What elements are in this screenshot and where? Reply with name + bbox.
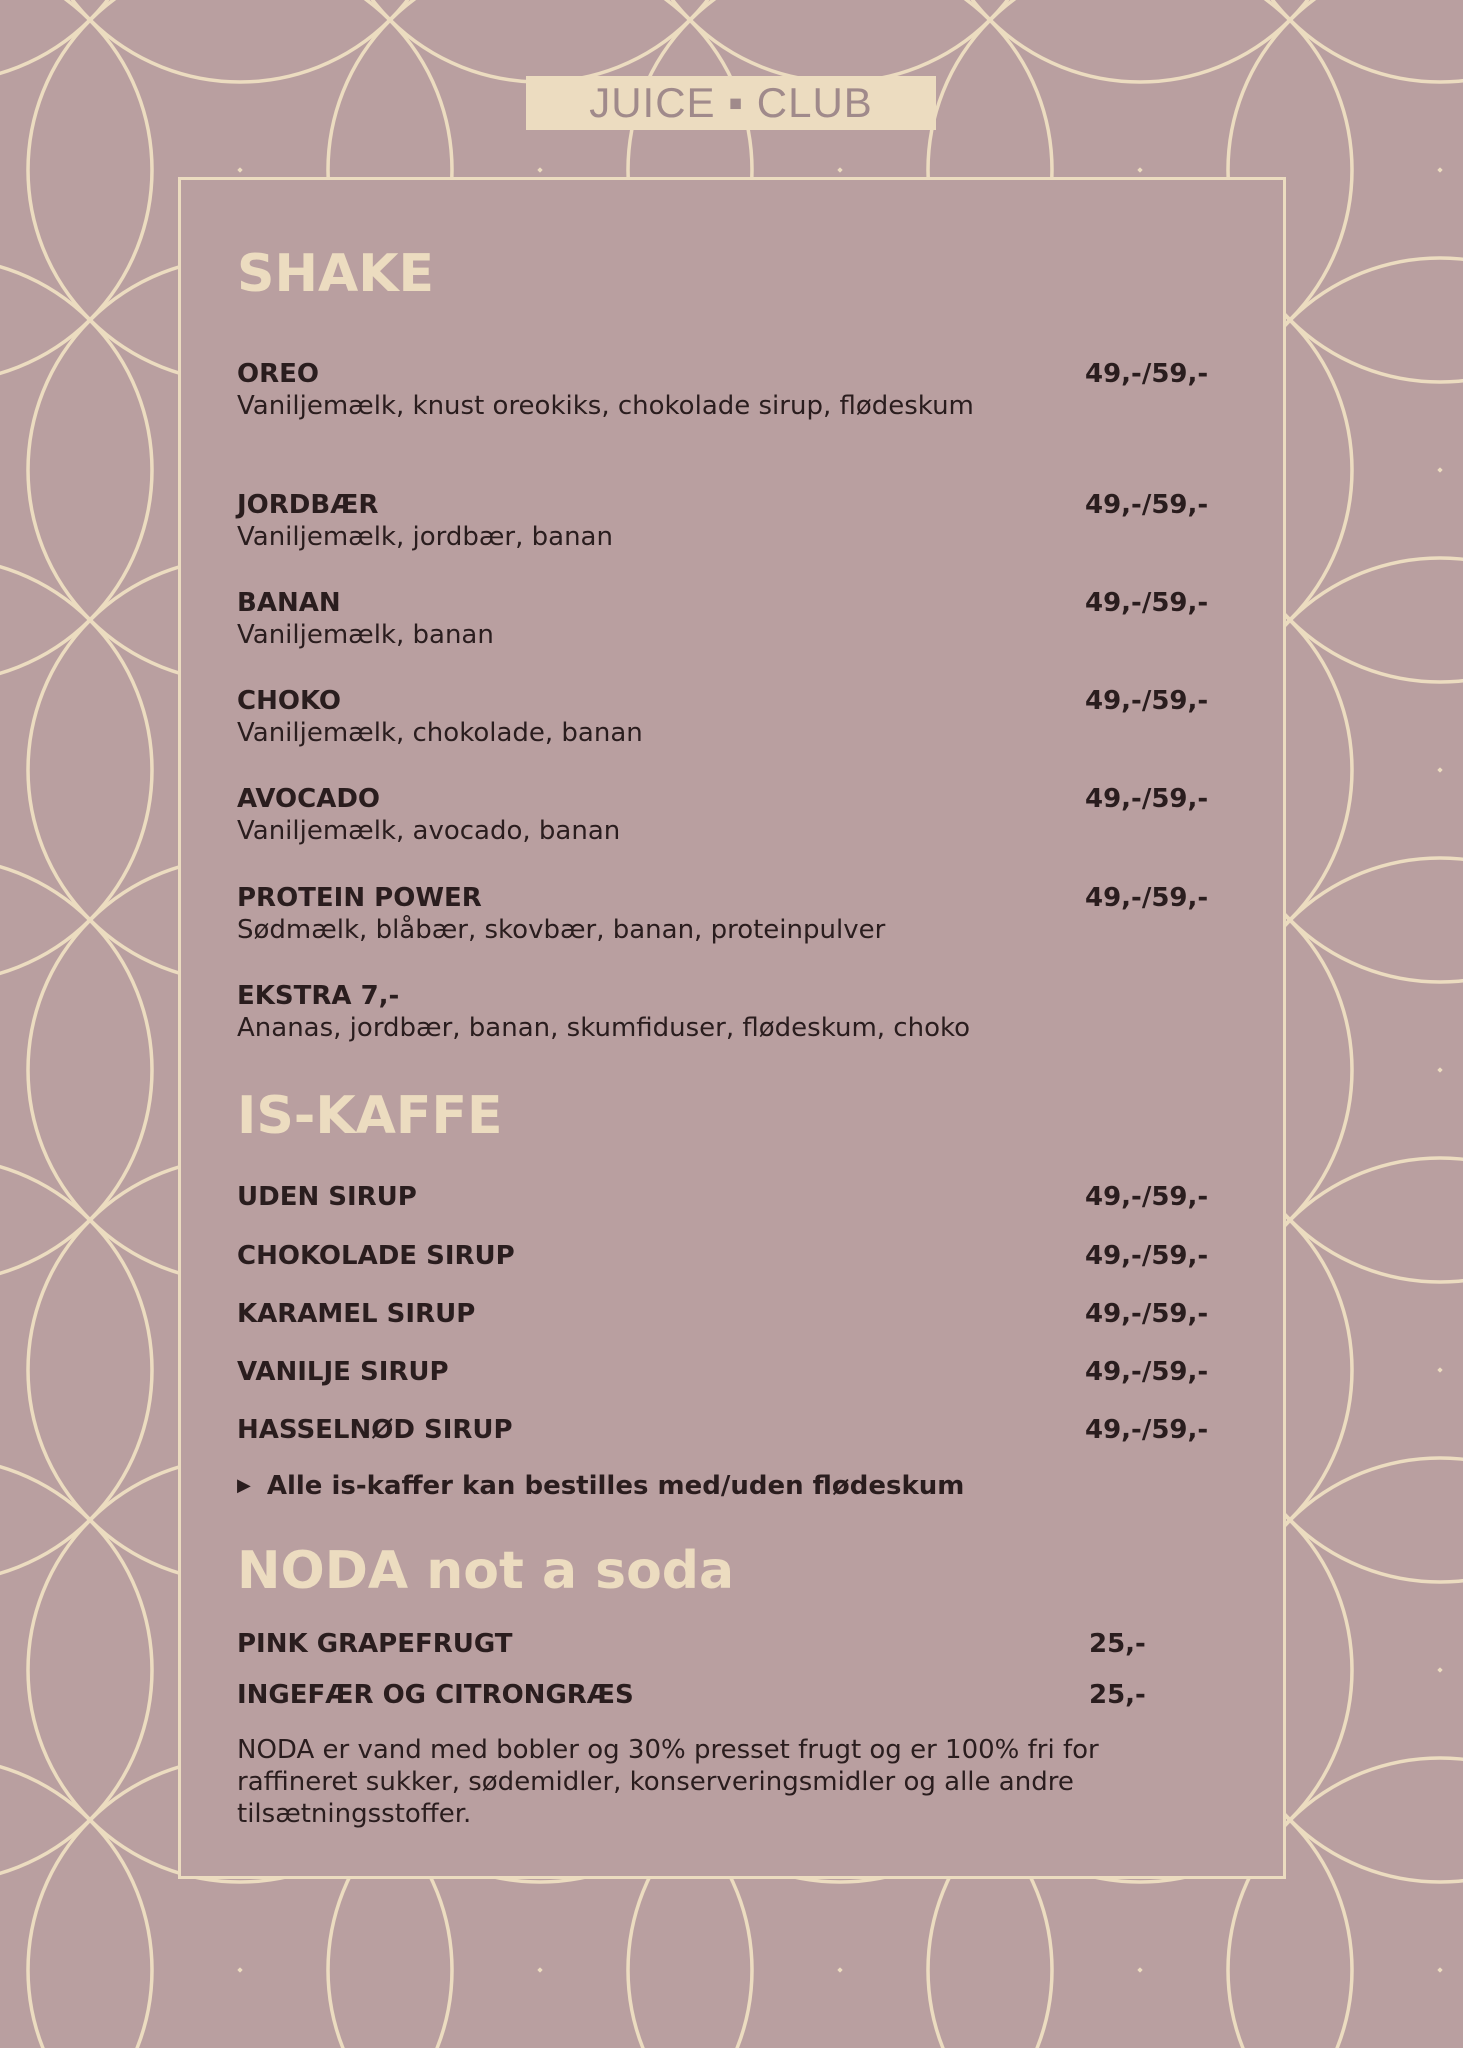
menu-item bbox=[237, 1298, 1209, 1330]
section-title-is-kaffe: IS-KAFFE bbox=[237, 1086, 503, 1146]
item-name: AVOCADO bbox=[237, 784, 381, 814]
item-name: OREO bbox=[237, 359, 319, 389]
menu-item bbox=[237, 1356, 1209, 1388]
is-kaffe-note: ▶ Alle is-kaffer kan bestilles med/uden flødeskum bbox=[237, 1471, 965, 1501]
noda-description: NODA er vand med bobler og 30% presset frugt og er 100% fri for raffineret sukker, sødemidler, konserveringsmidler og alle andre tilsætningsstoffer. bbox=[237, 1735, 1099, 1829]
item-description: Vaniljemælk, chokolade, banan bbox=[237, 718, 643, 748]
item-price: 49,-/59,- bbox=[1085, 883, 1209, 913]
item-price: 49,-/59,- bbox=[1085, 1357, 1209, 1387]
menu-item bbox=[237, 685, 1209, 750]
item-name: VANILJE SIRUP bbox=[237, 1357, 449, 1387]
item-name: JORDBÆR bbox=[237, 490, 379, 520]
menu-item bbox=[237, 783, 1209, 848]
item-price: 49,-/59,- bbox=[1085, 490, 1209, 520]
item-price: 49,-/59,- bbox=[1085, 1241, 1209, 1271]
item-description: Sødmælk, blåbær, skovbær, banan, proteinpulver bbox=[237, 915, 886, 945]
juice-club-logo: JUICE ▪ CLUB bbox=[526, 76, 936, 130]
item-description: Ananas, jordbær, banan, skumfiduser, flødeskum, choko bbox=[237, 1013, 971, 1043]
menu-item bbox=[237, 1181, 1209, 1213]
item-name: PROTEIN POWER bbox=[237, 883, 482, 913]
menu-item bbox=[237, 1414, 1209, 1446]
menu-panel bbox=[178, 177, 1286, 1879]
menu-item bbox=[237, 1628, 1177, 1660]
triangle-right-icon: ▶ bbox=[237, 1475, 251, 1496]
menu-item bbox=[237, 1240, 1209, 1272]
item-price: 49,-/59,- bbox=[1085, 784, 1209, 814]
menu-item bbox=[237, 882, 1209, 947]
item-price: 25,- bbox=[1089, 1629, 1146, 1659]
item-price: 25,- bbox=[1089, 1680, 1146, 1710]
item-price: 49,-/59,- bbox=[1085, 1415, 1209, 1445]
item-price: 49,-/59,- bbox=[1085, 588, 1209, 618]
item-name: EKSTRA 7,- bbox=[237, 981, 400, 1011]
item-name: KARAMEL SIRUP bbox=[237, 1299, 476, 1329]
item-description: Vaniljemælk, avocado, banan bbox=[237, 816, 621, 846]
item-name: INGEFÆR OG CITRONGRÆS bbox=[237, 1680, 634, 1710]
item-price: 49,-/59,- bbox=[1085, 1182, 1209, 1212]
section-title-shake: SHAKE bbox=[237, 244, 435, 304]
item-name: CHOKO bbox=[237, 686, 342, 716]
item-price: 49,-/59,- bbox=[1085, 686, 1209, 716]
item-price: 49,-/59,- bbox=[1085, 1299, 1209, 1329]
item-name: BANAN bbox=[237, 588, 341, 618]
menu-item bbox=[237, 587, 1209, 652]
menu-item bbox=[237, 1679, 1177, 1711]
item-name: UDEN SIRUP bbox=[237, 1182, 417, 1212]
menu-item bbox=[237, 489, 1209, 554]
item-name: HASSELNØD SIRUP bbox=[237, 1415, 513, 1445]
item-description: Vaniljemælk, banan bbox=[237, 620, 494, 650]
menu-item bbox=[237, 980, 1177, 1045]
section-title-noda: NODA not a soda bbox=[237, 1541, 735, 1601]
item-name: PINK GRAPEFRUGT bbox=[237, 1629, 513, 1659]
item-description: Vaniljemælk, knust oreokiks, chokolade sirup, flødeskum bbox=[237, 391, 974, 421]
menu-item bbox=[237, 358, 1209, 423]
item-description: Vaniljemælk, jordbær, banan bbox=[237, 522, 613, 552]
item-name: CHOKOLADE SIRUP bbox=[237, 1241, 515, 1271]
item-price: 49,-/59,- bbox=[1085, 359, 1209, 389]
